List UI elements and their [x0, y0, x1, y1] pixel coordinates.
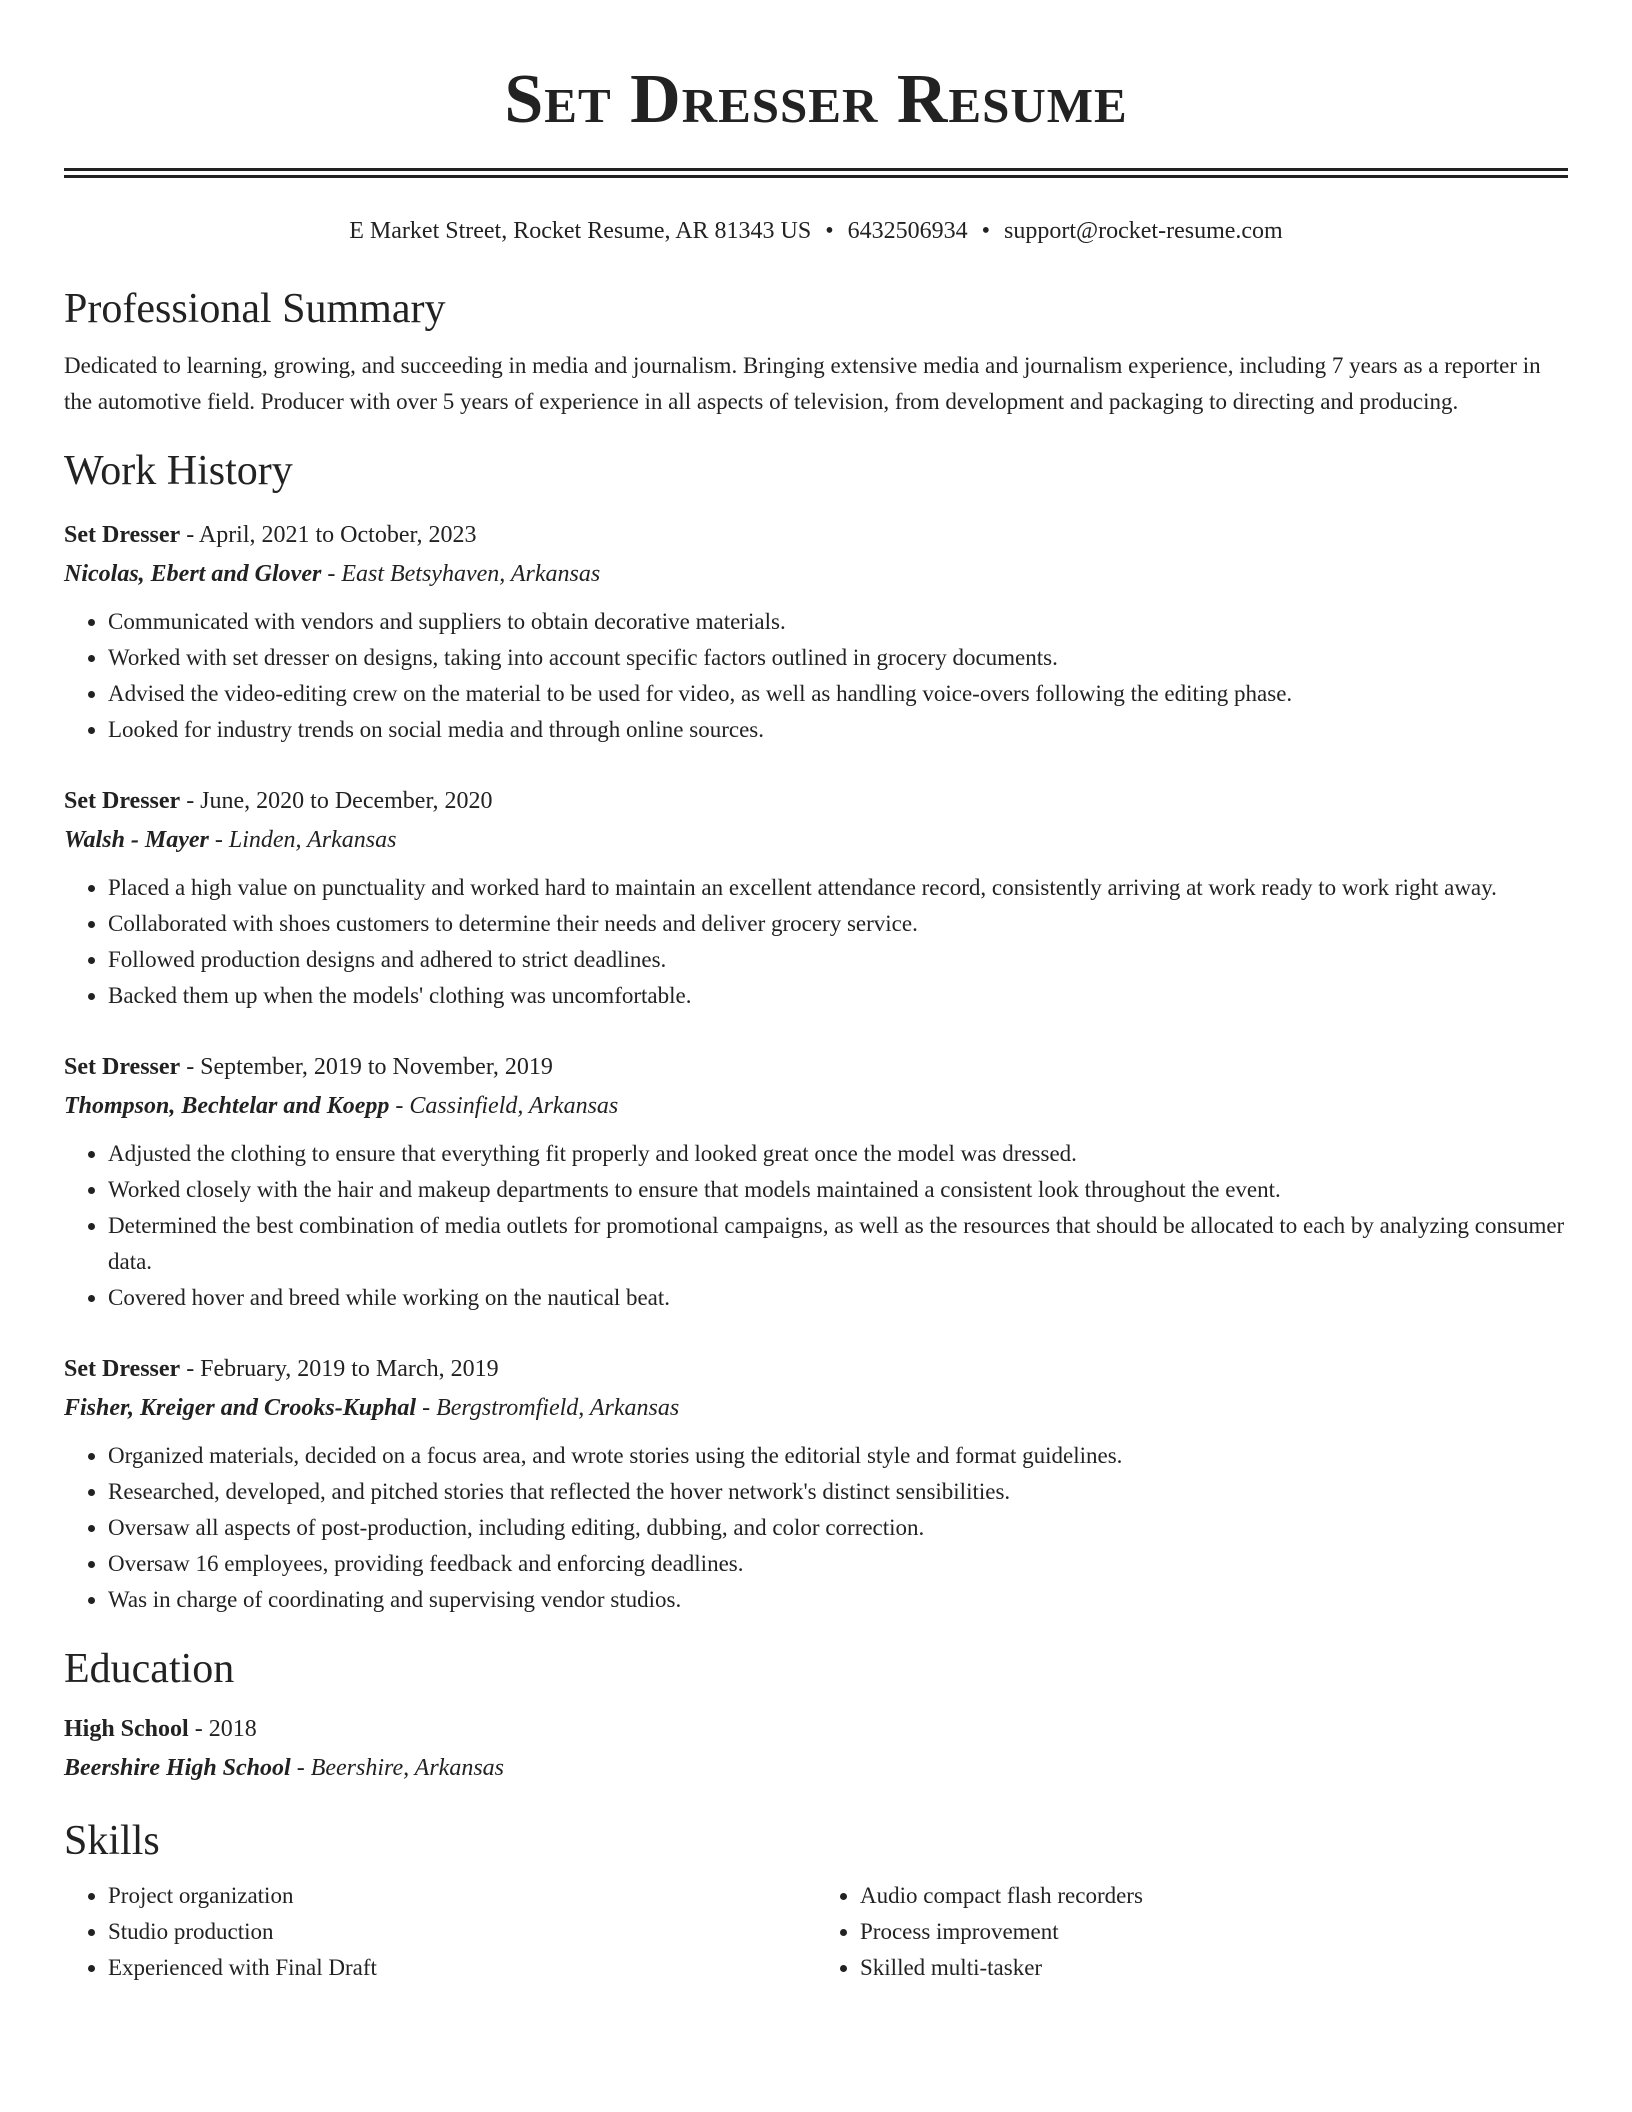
job-bullet: • Was in charge of coordinating and supervising vendor studios.	[108, 1582, 1568, 1618]
education-entry	[64, 1710, 1568, 1788]
contact-email: support@rocket-resume.com	[1004, 218, 1283, 244]
contact-phone: 6432506934	[847, 218, 968, 244]
skill-item: • Process improvement	[860, 1914, 1568, 1950]
job-company-line	[64, 1388, 1568, 1428]
education-degree-line	[64, 1710, 1568, 1748]
education-location: - Beershire, Arkansas	[290, 1755, 505, 1781]
job-bullet: • Organized materials, decided on a focus area, and wrote stories using the editorial style and format guidelines.	[108, 1438, 1568, 1474]
job-bullet: • Oversaw 16 employees, providing feedback and enforcing deadlines.	[108, 1546, 1568, 1582]
skills-list	[64, 1878, 1568, 1986]
education-school: Beershire High School	[64, 1755, 291, 1781]
job-location: - East Betsyhaven, Arkansas	[321, 561, 601, 587]
job-bullet: • Worked closely with the hair and makeup departments to ensure that models maintained a consistent look throughout the event.	[108, 1172, 1568, 1208]
job-location: - Bergstromfield, Arkansas	[416, 1395, 680, 1421]
job-bullet: • Communicated with vendors and suppliers to obtain decorative materials.	[108, 604, 1568, 640]
job-bullet: • Collaborated with shoes customers to determine their needs and deliver grocery service.	[108, 906, 1568, 942]
job-title: Set Dresser	[64, 788, 181, 814]
job-location: - Linden, Arkansas	[208, 827, 397, 853]
job-title: Set Dresser	[64, 1356, 181, 1382]
job-bullet: • Adjusted the clothing to ensure that everything fit properly and looked great once the model was dressed.	[108, 1136, 1568, 1172]
job-dates: - June, 2020 to December, 2020	[180, 788, 493, 814]
job-company-line	[64, 554, 1568, 594]
job-bullets	[64, 1438, 1568, 1618]
job-bullet: • Looked for industry trends on social media and through online sources.	[108, 712, 1568, 748]
job-location: - Cassinfield, Arkansas	[389, 1093, 619, 1119]
job-entry	[64, 1350, 1568, 1618]
work-history-heading: Work History	[64, 448, 293, 494]
job-company: Thompson, Bechtelar and Koepp	[64, 1093, 390, 1119]
job-company-line	[64, 820, 1568, 860]
education-degree: High School	[64, 1716, 189, 1742]
skill-item: • Experienced with Final Draft	[108, 1950, 816, 1986]
job-title-line	[64, 516, 1568, 554]
skills-column-right	[816, 1878, 1568, 1986]
job-bullet: • Oversaw all aspects of post-production, including editing, dubbing, and color correction.	[108, 1510, 1568, 1546]
resume-title: Set Dresser Resume	[504, 61, 1128, 138]
skill-item: • Studio production	[108, 1914, 816, 1950]
education-school-line	[64, 1748, 1568, 1788]
title-double-rule	[64, 168, 1568, 178]
education-heading: Education	[64, 1646, 235, 1692]
job-bullet: • Researched, developed, and pitched stories that reflected the hover network's distinct sensibilities.	[108, 1474, 1568, 1510]
job-bullet: • Worked with set dresser on designs, taking into account specific factors outlined in grocery documents.	[108, 640, 1568, 676]
job-bullet: • Advised the video-editing crew on the material to be used for video, as well as handling voice-overs following the editing phase.	[108, 676, 1568, 712]
job-company: Fisher, Kreiger and Crooks-Kuphal	[64, 1395, 417, 1421]
job-title: Set Dresser	[64, 522, 181, 548]
summary-heading: Professional Summary	[64, 286, 446, 332]
summary-text: Dedicated to learning, growing, and succeeding in media and journalism. Bringing extensive media and journalism experience, including 7 years as a reporter in the automotive field. Producer with over 5 years of experience in all aspects of television, from development and packaging to directing and producing.	[64, 353, 1541, 414]
skill-item: • Project organization	[108, 1878, 816, 1914]
job-bullet: • Determined the best combination of media outlets for promotional campaigns, as well as the resources that should be allocated to each by analyzing consumer data.	[108, 1208, 1568, 1280]
job-dates: - September, 2019 to November, 2019	[180, 1054, 553, 1080]
job-bullets	[64, 870, 1568, 1014]
skills-heading: Skills	[64, 1818, 160, 1864]
education-year: - 2018	[188, 1716, 257, 1742]
job-company: Nicolas, Ebert and Glover	[64, 561, 322, 587]
job-title-line	[64, 1350, 1568, 1388]
job-company-line	[64, 1086, 1568, 1126]
skills-column-left	[64, 1878, 816, 1986]
job-title-line	[64, 1048, 1568, 1086]
skill-item: • Skilled multi-tasker	[860, 1950, 1568, 1986]
job-bullet: • Backed them up when the models' clothing was uncomfortable.	[108, 978, 1568, 1014]
job-title-line	[64, 782, 1568, 820]
job-entry	[64, 516, 1568, 748]
job-dates: - February, 2019 to March, 2019	[180, 1356, 499, 1382]
job-entry	[64, 1048, 1568, 1316]
job-bullet: • Followed production designs and adhered to strict deadlines.	[108, 942, 1568, 978]
job-title: Set Dresser	[64, 1054, 181, 1080]
job-dates: - April, 2021 to October, 2023	[180, 522, 477, 548]
job-bullet: • Placed a high value on punctuality and worked hard to maintain an excellent attendance record, consistently arriving at work ready to work right away.	[108, 870, 1568, 906]
contact-separator: •	[981, 218, 991, 244]
job-bullets	[64, 604, 1568, 748]
contact-address: E Market Street, Rocket Resume, AR 81343 US	[349, 218, 812, 244]
job-bullet: • Covered hover and breed while working on the nautical beat.	[108, 1280, 1568, 1316]
skill-item: • Audio compact flash recorders	[860, 1878, 1568, 1914]
job-company: Walsh - Mayer	[64, 827, 209, 853]
job-bullets	[64, 1136, 1568, 1316]
contact-line	[64, 216, 1568, 246]
contact-separator: •	[825, 218, 834, 244]
job-entry	[64, 782, 1568, 1014]
